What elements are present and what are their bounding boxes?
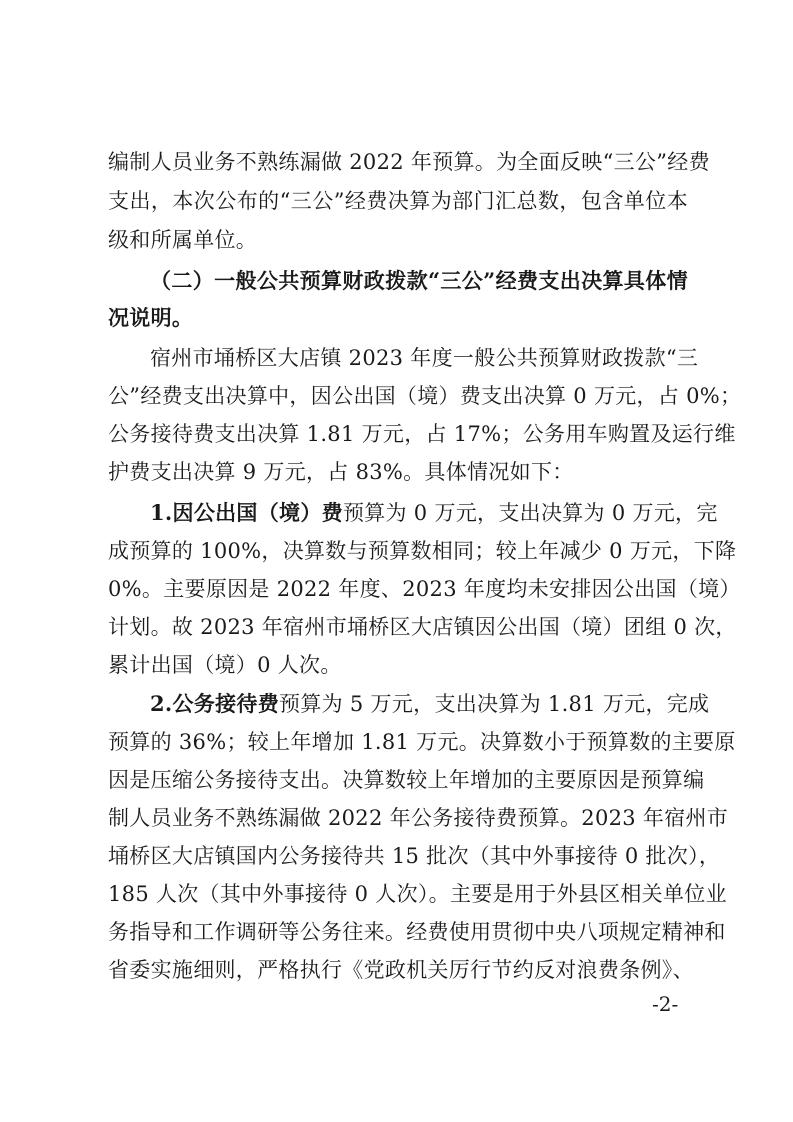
section-heading: （二）一般公共预算财政拨款“三公”经费支出决算具体情: [150, 268, 688, 293]
paragraph-line: 埇桥区大店镇国内公务接待共 15 批次（其中外事接待 0 批次），: [108, 844, 721, 868]
paragraph-line: 制人员业务不熟练漏做 2022 年公务接待费预算。2023 年宿州市: [108, 806, 729, 830]
paragraph-line: 185 人次（其中外事接待 0 人次）。主要是用于外县区相关单位业: [108, 882, 727, 906]
paragraph-line: 护费支出决算 9 万元，占 83%。具体情况如下：: [108, 460, 574, 484]
paragraph-line: 省委实施细则，严格执行《党政机关厉行节约反对浪费条例》、: [108, 958, 694, 982]
paragraph-line: 编制人员业务不熟练漏做 2022 年预算。为全面反映“三公”经费: [108, 150, 710, 174]
paragraph-line: 成预算的 100%，决算数与预算数相同；较上年减少 0 万元，下降: [108, 539, 737, 563]
paragraph-line: 预算的 36%；较上年增加 1.81 万元。决算数小于预算数的主要原: [108, 730, 736, 754]
item-lead: 2.公务接待费: [150, 691, 280, 716]
paragraph-line: 因是压缩公务接待支出。决算数较上年增加的主要原因是预算编: [108, 768, 705, 792]
paragraph-line: 支出，本次公布的“三公”经费决算为部门汇总数，包含单位本: [108, 189, 688, 213]
item-text: 预算为 5 万元，支出决算为 1.81 万元，完成: [279, 692, 710, 716]
paragraph-line: 宿州市埇桥区大店镇 2023 年度一般公共预算财政拨款“三: [150, 346, 699, 370]
paragraph-line: 务指导和工作调研等公务往来。经费使用贯彻中央八项规定精神和: [108, 920, 726, 944]
paragraph-line: 0%。主要原因是 2022 年度、2023 年度均未安排因公出国（境）: [108, 577, 741, 601]
item-text: 预算为 0 万元，支出决算为 0 万元，完: [342, 501, 718, 525]
item-lead: 1.因公出国（境）费: [150, 500, 343, 525]
paragraph-line: 累计出国（境）0 人次。: [108, 653, 342, 677]
paragraph-line: 级和所属单位。: [108, 228, 258, 252]
paragraph-line: 公务接待费支出决算 1.81 万元，占 17%；公务用车购置及运行维: [108, 422, 736, 446]
paragraph-line: 公”经费支出决算中，因公出国（境）费支出决算 0 万元，占 0%；: [108, 384, 742, 408]
section-heading: 况说明。: [108, 305, 194, 330]
paragraph-line: 计划。故 2023 年宿州市埇桥区大店镇因公出国（境）团组 0 次，: [108, 615, 737, 639]
paragraph-line: [150, 689, 710, 719]
page-number: -2-: [652, 992, 679, 1016]
paragraph-line: [150, 498, 718, 528]
